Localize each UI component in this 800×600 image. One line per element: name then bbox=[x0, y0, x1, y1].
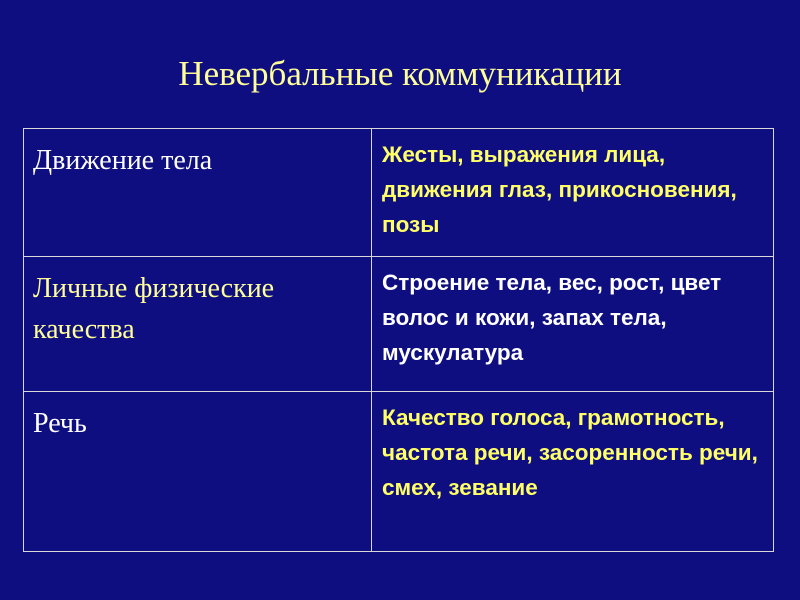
row-label-speech: Речь bbox=[24, 392, 372, 552]
communication-table bbox=[23, 128, 774, 552]
row-value-physical-qualities: Строение тела, вес, рост, цвет волос и кожи, запах тела, мускулатура bbox=[372, 257, 774, 392]
row-value-body-movement: Жесты, выражения лица, движения глаз, прикосновения, позы bbox=[372, 129, 774, 257]
slide-title: Невербальные коммуникации bbox=[178, 54, 622, 93]
row-label-physical-qualities: Личные физические качества bbox=[24, 257, 372, 392]
row-value-speech: Качество голоса, грамотность, частота речи, засоренность речи, смех, зевание bbox=[372, 392, 774, 552]
table-row bbox=[24, 129, 774, 257]
table-row bbox=[24, 392, 774, 552]
table-row bbox=[24, 257, 774, 392]
row-label-body-movement: Движение тела bbox=[24, 129, 372, 257]
